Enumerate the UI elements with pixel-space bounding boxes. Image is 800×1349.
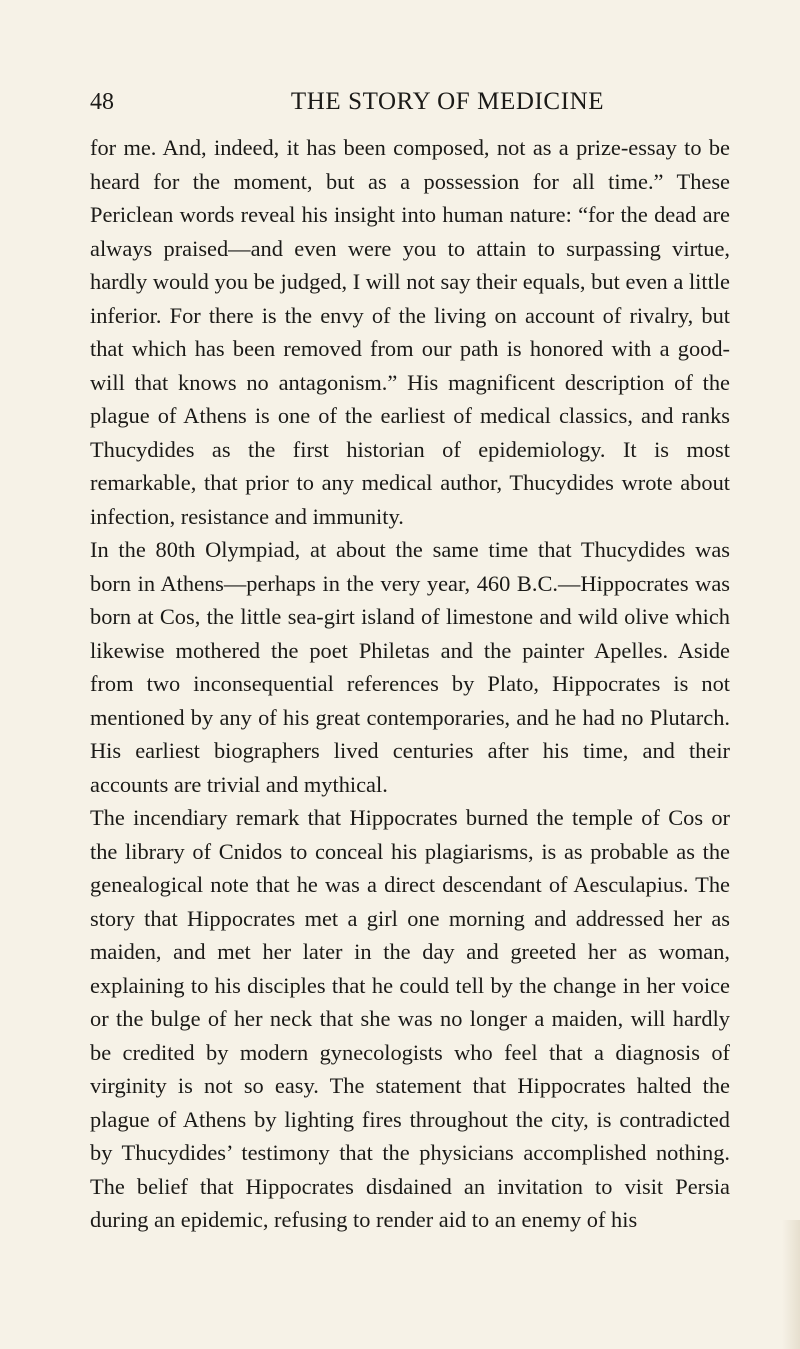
page-edge-stain xyxy=(782,1220,800,1349)
paragraph: In the 80th Olympiad, at about the same time that Thucydides was born in Athens—perhaps in the very year, 460 B.C.—Hippocrates was born at Cos, the little sea-girt island of limestone and wild olive which likewise mothered the poet Philetas and the painter Apelles. Aside from two inconsequential references by Plato, Hippocrates is not mentioned by any of his great contemporaries, and he had no Plutarch. His earliest biographers lived centuries after his time, and their accounts are trivial and mythical. xyxy=(90,537,730,797)
page-number: 48 xyxy=(90,89,114,115)
paragraph: for me. And, indeed, it has been composed, not as a prize-essay to be heard for the moment, but as a possession for all time.” These Periclean words reveal his insight into human nature: “for the dead are always praised—and even were you to attain to surpassing virtue, hardly would you be judged, I will not say their equals, but even a little inferior. For there is the envy of the living on account of rivalry, but that which has been removed from our path is honored with a good-will that knows no antagonism.” His magnificent description of the plague of Athens is one of the earliest of medical classics, and ranks Thucydides as the first historian of epidemiology. It is most remarkable, that prior to any medical author, Thucydides wrote about infection, resistance and immunity. xyxy=(90,135,730,529)
running-title: THE STORY OF MEDICINE xyxy=(290,88,605,115)
body-text xyxy=(90,131,730,1237)
running-head xyxy=(90,86,725,118)
paragraph: The incendiary remark that Hippocrates burned the temple of Cos or the library of Cnidos to conceal his plagiarisms, is as probable as the genealogical note that he was a direct descendant of Aesculapius. The story that Hippocrates met a girl one morning and addressed her as maiden, and met her later in the day and greeted her as woman, explaining to his disciples that he could tell by the change in her voice or the bulge of her neck that she was no longer a maiden, will hardly be credited by modern gynecologists who feel that a diagnosis of virginity is not so easy. The statement that Hippocrates halted the plague of Athens by lighting fires throughout the city, is contradicted by Thucydides’ testimony that the physicians accomplished nothing. The belief that Hippocrates disdained an invitation to visit Persia during an epidemic, refusing to render aid to an enemy of his xyxy=(90,805,730,1232)
